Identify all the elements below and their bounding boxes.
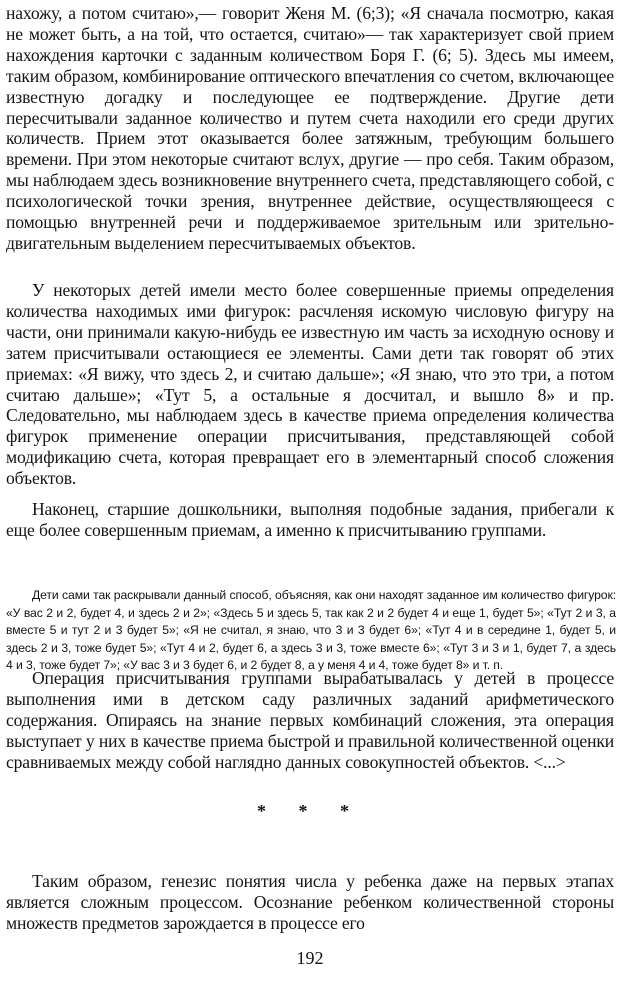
section-separator: * * * [257, 801, 363, 821]
paragraph-after-note: Операция присчитывания группами вырабатывалась у детей в процессе выполнения ими в детском саду различных заданий арифметического содержания. Опираясь на знание первых комбинаций сложения, эта операция выступает у них в качестве приема быстрой и правильной количественной оценки сравниваемых между собой наглядно данных совокупностей объектов. <...> [6, 668, 614, 772]
final-paragraph: Таким образом, генезис понятия числа у ребенка даже на первых этапах является сложным процессом. Осознание ребенком количественной стороны множеств предметов зарождается в процессе его [6, 871, 614, 933]
paragraph-1: нахожу, а потом считаю»,— говорит Женя М. (6;3); «Я сначала посмотрю, какая не может быть, а на той, что остается, считаю»— так характеризует свой прием нахождения карточки с заданным количеством Боря Г. (6; 5). Здесь мы имеем, таким образом, комбинирование оптического впечатления со счетом, включающее известную догадку и последующее ее подтверждение. Другие дети пересчитывали заданное количество и путем счета находили его среди других количеств. Прием этот оказывается более затяжным, требующим большего времени. При этом некоторые считают вслух, другие — про себя. Таким образом, мы наблюдаем здесь возникновение внутреннего счета, представляющего собой, с психологической точки зрения, внутреннее действие, осуществляющееся с помощью внутренней речи и поддерживаемое зрительным или зрительно-двигательным выделением пересчитываемых объектов. [6, 3, 614, 253]
small-print-note: Дети сами так раскрывали данный способ, объясняя, как они находят заданное им количество фигурок: «У вас 2 и 2, будет 4, и здесь 2 и 2»; «Здесь 5 и здесь 5, так как 2 и 2 будет 4 и еще 1, будет 5»; «Тут 2 и 3, а вместе 5 и тут 2 и 3 будет 5»; «Я не считал, я знаю, что 3 и 3 будет 6»; «Тут 4 и в середине 1, будет 5, и здесь 2 и 3, тоже будет 5»; «Тут 4 и 2, будет 6, а здесь 3 и 3, тоже вместе 6»; «Тут 3 и 3 и 1, будет 7, а здесь 4 и 3, тоже будет 7»; «У вас 3 и 3 будет 6, и 2 будет 8, а у меня 4 и 4, тоже будет 8» и т. п. [6, 588, 616, 673]
paragraph-2: У некоторых детей имели место более совершенные приемы определения количества находимых ими фигурок: расчленяя искомую числовую фигуру на части, они принимали какую-нибудь ее известную им часть за исходную основу и затем присчитывали остающиеся ее элементы. Сами дети так говорят об этих приемах: «Я вижу, что здесь 2, и считаю дальше»; «Я знаю, что это три, а потом считаю дальше»; «Тут 5, а остальные я досчитал, и вышло 8» и пр. Следовательно, мы наблюдаем здесь в качестве приема определения количества фигурок применение операции присчитывания, представляющей собой модификацию счета, которая превращает его в элементарный способ сложения объектов. [6, 280, 614, 489]
paragraph-3: Наконец, старшие дошкольники, выполняя подобные задания, прибегали к еще более совершенным приемам, а именно к присчитыванию группами. [6, 499, 614, 540]
page-number: 192 [296, 948, 324, 968]
